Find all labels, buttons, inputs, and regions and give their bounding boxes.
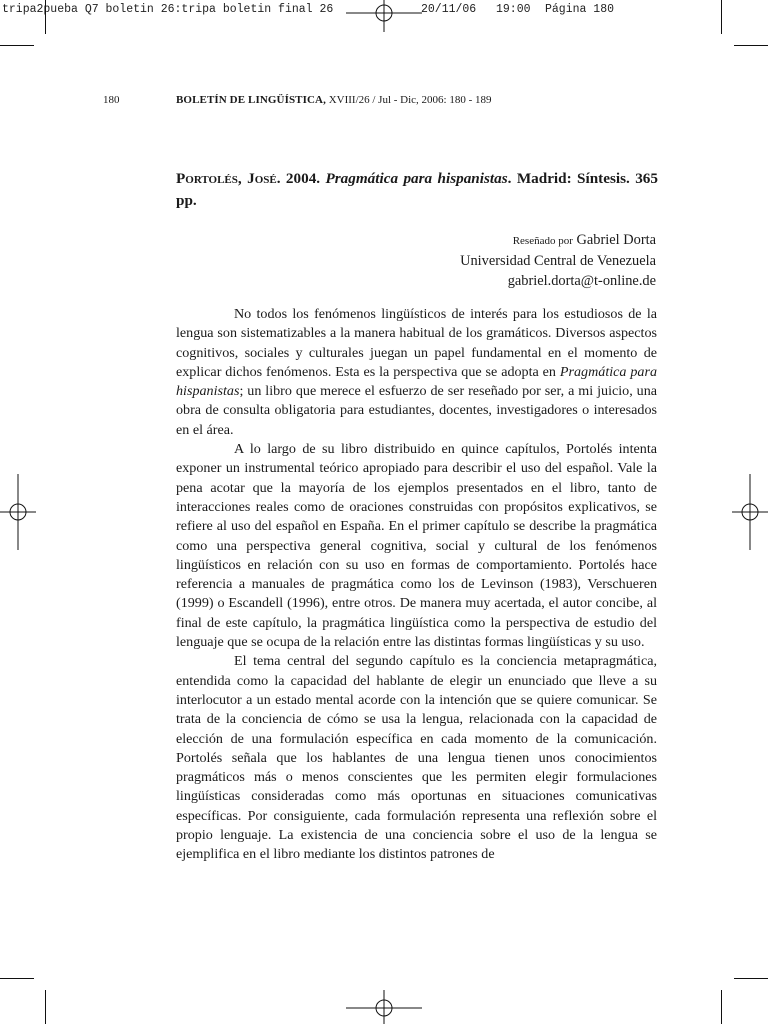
reviewer-name: Gabriel Dorta: [576, 232, 656, 248]
review-title: Portolés, José. 2004. Pragmática para hispanistas. Madrid: Síntesis. 365 pp.: [176, 170, 658, 209]
publication-year: . 2004.: [276, 170, 321, 187]
slug-file: tripa2pueba Q7 boletin 26:tripa boletin final 26: [2, 3, 334, 16]
journal-reference: [176, 93, 492, 107]
journal-title: BOLETÍN DE LINGÜÍSTICA,: [176, 94, 326, 106]
slug-time: 19:00: [496, 3, 531, 16]
registration-mark-left: [0, 474, 36, 550]
registration-mark-right: [732, 474, 768, 550]
review-body: [176, 305, 657, 865]
page-number: 180: [103, 94, 120, 106]
reviewer-institution: Universidad Central de Venezuela: [460, 253, 656, 269]
registration-mark-bottom: [346, 990, 422, 1024]
reviewer-byline: [176, 230, 656, 291]
paragraph-2: A lo largo de su libro distribuido en quince capítulos, Portolés intenta exponer un instrumental teórico apropiado para describir el uso del español. Vale la pena acotar que la mayoría de los ejemplos presentados en el libro, tanto de interacciones reales como de oraciones construidas con propósitos explicativos, se refiere al uso del español en España. En el primer capítulo se describe la pragmática como una perspectiva general cognitiva, social y cultural de los fenómenos lingüísticos en relación con su uso en formas de comportamiento. Portolés hace referencia a manuales de pragmática como los de Levinson (1983), Verschueren (1999) o Escandell (1996), entre otros. De manera muy acertada, el autor concibe, al final de este capítulo, la pragmática lingüística como la perspectiva de estudio del lenguaje que se ocupa de la relación entre las distintas formas lingüísticas y su uso.: [176, 441, 657, 651]
book-title: Pragmática para hispanistas: [325, 170, 508, 187]
reviewer-email: gabriel.dorta@t-online.de: [507, 273, 656, 289]
reviewer-line: [176, 230, 656, 251]
paragraph-1-text-b: ; un libro que merece el esfuerzo de ser reseñado por ser, a mi juicio, una obra de consulta obligatoria para estudiantes, docentes, investigadores o interesados en el área.: [176, 383, 657, 438]
paragraph-3: El tema central del segundo capítulo es la conciencia metapragmática, entendida como la capacidad del hablante de elegir un enunciado que lleve a su interlocutor a un estado mental acorde con la intención que se quiere comunicar. Se trata de la conciencia de cómo se usa la lengua, relacionada con la capacidad de elección de una formulación específica en cada momento de la comunicación. Portolés señala que los hablantes de una lengua tienen unos conocimientos pragmáticos más o menos conscientes que les permiten elegir formulaciones lingüísticas consideradas como más oportunas en situaciones comunicativas específicas. Por consiguiente, cada formulación representa una reflexión sobre el propio lenguaje. La existencia de una conciencia sobre el uso de la lengua se ejemplifica en el libro mediante los distintos patrones de: [176, 653, 657, 863]
slug-date: 20/11/06: [421, 3, 477, 16]
author-surname: Portolés: [176, 170, 238, 187]
paragraph-1-text-a: No todos los fenómenos lingüísticos de interés para los estudiosos de la lengua son sistematizables a la manera habitual de los gramáticos. Diversos aspectos cognitivos, sociales y culturales juegan un papel fundamental en el momento de explicar dichos fenómenos. Esta es la perspectiva que se adopta en: [176, 306, 657, 380]
reviewed-by-label: Reseñado por: [512, 235, 573, 247]
paragraph-1: [176, 305, 657, 440]
journal-issue: XVIII/26 / Jul - Dic, 2006: 180 - 189: [328, 94, 492, 106]
registration-mark-top: [346, 0, 422, 32]
publisher-info: . Madrid: Síntesis. 365 pp.: [176, 170, 658, 209]
paragraph-1-book-title: Pragmática para hispanistas: [176, 363, 657, 400]
author-given-name: José: [247, 170, 277, 187]
slug-page: Página 180: [545, 3, 615, 16]
